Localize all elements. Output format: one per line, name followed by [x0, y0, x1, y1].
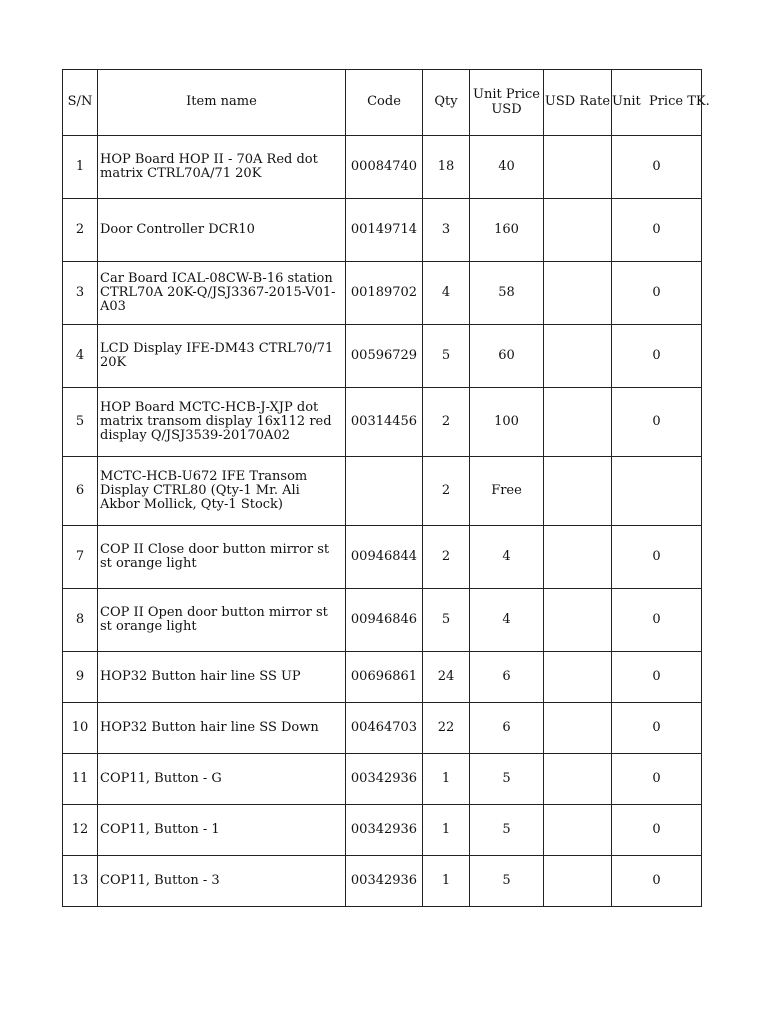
cell-item-name: LCD Display IFE-DM43 CTRL70/71 20K: [98, 325, 346, 388]
table-row: [63, 805, 702, 856]
cell-unit-price-usd: 6: [470, 652, 544, 703]
cell-code: 00596729: [346, 325, 423, 388]
cell-unit-price-tk: 0: [612, 136, 702, 199]
cell-unit-price-tk: 0: [612, 805, 702, 856]
cell-unit-price-usd: 4: [470, 526, 544, 589]
cell-sn: 3: [63, 262, 98, 325]
table-row: [63, 856, 702, 907]
cell-item-name: COP II Close door button mirror st st orange light: [98, 526, 346, 589]
cell-item-name: COP11, Button - 3: [98, 856, 346, 907]
cell-code: 00696861: [346, 652, 423, 703]
header-unit-price-tk: Unit Price TK.: [612, 70, 702, 136]
cell-item-name: HOP Board HOP II - 70A Red dot matrix CTRL70A/71 20K: [98, 136, 346, 199]
cell-unit-price-tk: 0: [612, 652, 702, 703]
cell-sn: 2: [63, 199, 98, 262]
cell-code: 00464703: [346, 703, 423, 754]
cell-unit-price-usd: 40: [470, 136, 544, 199]
cell-item-name: HOP Board MCTC-HCB-J-XJP dot matrix transom display 16x112 red display Q/JSJ3539-20170A02: [98, 388, 346, 457]
cell-item-name: HOP32 Button hair line SS UP: [98, 652, 346, 703]
cell-unit-price-usd: 160: [470, 199, 544, 262]
cell-qty: 1: [423, 805, 470, 856]
cell-usd-rate: [544, 856, 612, 907]
cell-unit-price-tk: 0: [612, 856, 702, 907]
table-row: [63, 388, 702, 457]
table-row: [63, 457, 702, 526]
header-qty: Qty: [423, 70, 470, 136]
cell-item-name: COP II Open door button mirror st st orange light: [98, 589, 346, 652]
cell-unit-price-usd: 6: [470, 703, 544, 754]
cell-code: 00342936: [346, 754, 423, 805]
cell-code: 00314456: [346, 388, 423, 457]
cell-unit-price-usd: 5: [470, 856, 544, 907]
cell-usd-rate: [544, 805, 612, 856]
cell-usd-rate: [544, 325, 612, 388]
cell-unit-price-usd: 100: [470, 388, 544, 457]
cell-unit-price-tk: 0: [612, 262, 702, 325]
table-row: [63, 262, 702, 325]
cell-sn: 4: [63, 325, 98, 388]
cell-sn: 11: [63, 754, 98, 805]
cell-usd-rate: [544, 754, 612, 805]
table-row: [63, 589, 702, 652]
cell-sn: 5: [63, 388, 98, 457]
cell-unit-price-tk: 0: [612, 703, 702, 754]
table-row: [63, 526, 702, 589]
table-row: [63, 325, 702, 388]
cell-sn: 8: [63, 589, 98, 652]
cell-code: 00946846: [346, 589, 423, 652]
cell-unit-price-usd: Free: [470, 457, 544, 526]
cell-qty: 1: [423, 856, 470, 907]
cell-unit-price-usd: 5: [470, 805, 544, 856]
cell-item-name: HOP32 Button hair line SS Down: [98, 703, 346, 754]
cell-code: 00342936: [346, 856, 423, 907]
cell-usd-rate: [544, 199, 612, 262]
cell-qty: 3: [423, 199, 470, 262]
cell-unit-price-tk: 0: [612, 388, 702, 457]
cell-usd-rate: [544, 652, 612, 703]
cell-qty: 22: [423, 703, 470, 754]
cell-unit-price-tk: 0: [612, 199, 702, 262]
cell-item-name: Car Board ICAL-08CW-B-16 station CTRL70A 20K-Q/JSJ3367-2015-V01-A03: [98, 262, 346, 325]
cell-qty: 5: [423, 325, 470, 388]
cell-code: 00149714: [346, 199, 423, 262]
cell-qty: 18: [423, 136, 470, 199]
cell-code: 00189702: [346, 262, 423, 325]
header-unit-price-usd-label: Unit Price USD: [473, 87, 540, 117]
cell-usd-rate: [544, 262, 612, 325]
cell-qty: 2: [423, 526, 470, 589]
cell-usd-rate: [544, 589, 612, 652]
cell-qty: 2: [423, 388, 470, 457]
cell-usd-rate: [544, 703, 612, 754]
cell-unit-price-usd: 4: [470, 589, 544, 652]
cell-qty: 5: [423, 589, 470, 652]
cell-item-name: MCTC-HCB-U672 IFE Transom Display CTRL80 (Qty-1 Mr. Ali Akbor Mollick, Qty-1 Stock): [98, 457, 346, 526]
cell-unit-price-usd: 5: [470, 754, 544, 805]
cell-sn: 6: [63, 457, 98, 526]
cell-unit-price-usd: 60: [470, 325, 544, 388]
cell-code: 00084740: [346, 136, 423, 199]
header-unit-price-usd: [470, 70, 544, 136]
cell-code: [346, 457, 423, 526]
header-item-name: Item name: [98, 70, 346, 136]
cell-sn: 9: [63, 652, 98, 703]
cell-code: 00342936: [346, 805, 423, 856]
table-body: [63, 136, 702, 907]
header-code: Code: [346, 70, 423, 136]
header-sn: S/N: [63, 70, 98, 136]
price-table: [62, 69, 710, 907]
cell-sn: 7: [63, 526, 98, 589]
cell-sn: 12: [63, 805, 98, 856]
table-row: [63, 703, 702, 754]
cell-item-name: COP11, Button - 1: [98, 805, 346, 856]
cell-qty: 24: [423, 652, 470, 703]
cell-sn: 1: [63, 136, 98, 199]
table-row: [63, 199, 702, 262]
price-table-container: [62, 69, 710, 907]
table-header-row: [63, 70, 702, 136]
cell-qty: 1: [423, 754, 470, 805]
cell-usd-rate: [544, 388, 612, 457]
table-row: [63, 136, 702, 199]
cell-usd-rate: [544, 136, 612, 199]
cell-qty: 2: [423, 457, 470, 526]
cell-code: 00946844: [346, 526, 423, 589]
cell-sn: 13: [63, 856, 98, 907]
cell-unit-price-tk: 0: [612, 754, 702, 805]
cell-unit-price-tk: 0: [612, 325, 702, 388]
cell-unit-price-tk: [612, 457, 702, 526]
table-row: [63, 754, 702, 805]
cell-item-name: Door Controller DCR10: [98, 199, 346, 262]
cell-sn: 10: [63, 703, 98, 754]
cell-item-name: COP11, Button - G: [98, 754, 346, 805]
header-usd-rate: USD Rate: [544, 70, 612, 136]
cell-unit-price-tk: 0: [612, 589, 702, 652]
cell-usd-rate: [544, 526, 612, 589]
cell-qty: 4: [423, 262, 470, 325]
cell-unit-price-tk: 0: [612, 526, 702, 589]
table-row: [63, 652, 702, 703]
cell-unit-price-usd: 58: [470, 262, 544, 325]
cell-usd-rate: [544, 457, 612, 526]
